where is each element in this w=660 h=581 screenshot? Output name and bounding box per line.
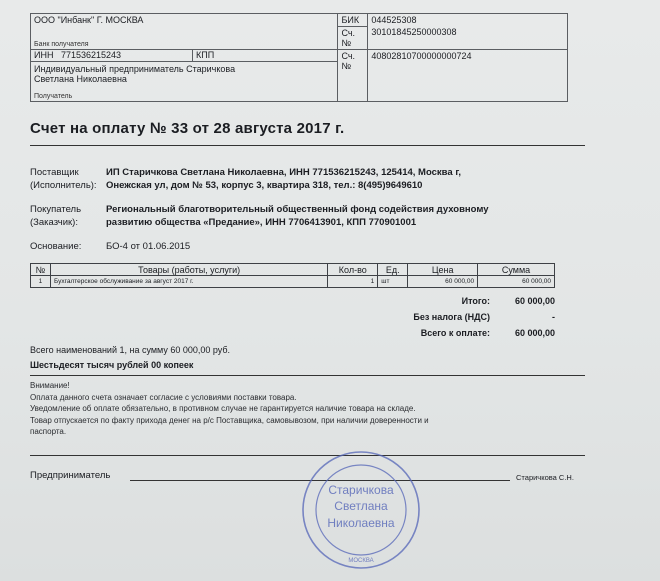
recipient-name-line2: Светлана Николаевна xyxy=(34,74,127,84)
col-header-quantity: Кол-во xyxy=(328,264,378,276)
total-label: Итого: xyxy=(461,296,490,306)
stamp-city: МОСКВА xyxy=(348,558,374,564)
buyer-block xyxy=(30,203,630,231)
notes-line: Оплата данного счета означает согласие с условиями поставки товара. xyxy=(30,392,297,402)
corr-account-value: 30101845250000308 xyxy=(371,27,457,37)
recipient-label: Получатель xyxy=(34,93,73,100)
row-number: 1 xyxy=(31,276,51,288)
supplier-block xyxy=(30,166,630,194)
buyer-label-line1: Покупатель xyxy=(30,204,82,215)
basis-label: Основание: xyxy=(30,241,82,252)
invoice-title: Счет на оплату № 33 от 28 августа 2017 г. xyxy=(30,120,345,137)
supplier-value-line1: ИП Старичкова Светлана Николаевна, ИНН 771536215243, 125414, Москва г, xyxy=(106,167,462,178)
bank-name-cell xyxy=(31,14,338,50)
account-label-cell xyxy=(338,50,368,102)
bank-label: Банк получателя xyxy=(34,41,89,48)
notes-heading: Внимание! xyxy=(30,381,70,390)
buyer-value-line2: развитию общества «Предание», ИНН 7706413901, КПП 770901001 xyxy=(106,217,417,228)
bik-label-cell xyxy=(338,14,368,50)
account-value-cell xyxy=(368,50,568,102)
buyer-label xyxy=(30,203,100,229)
amount-due-label: Всего к оплате: xyxy=(420,328,490,338)
col-header-sum: Сумма xyxy=(478,264,555,276)
signatory-name: Старичкова С.Н. xyxy=(516,473,574,482)
stamp-line3: Николаевна xyxy=(327,516,395,530)
row-quantity: 1 xyxy=(328,276,378,288)
notes-line: Уведомление об оплате обязательно, в противном случае не гарантируется наличие товара на складе. xyxy=(30,404,416,413)
recipient-cell xyxy=(31,50,338,102)
bik-label: БИК xyxy=(338,14,367,27)
recipient-name-line1: Индивидуальный предприниматель Старичкова xyxy=(34,64,236,74)
title-divider xyxy=(30,145,585,146)
bik-value-cell xyxy=(368,14,568,50)
goods-header-row xyxy=(31,264,555,276)
bank-name: ООО "Инбанк" Г. МОСКВА xyxy=(34,15,144,25)
buyer-value xyxy=(106,203,596,229)
table-row xyxy=(31,276,555,288)
stamp-line1: Старичкова xyxy=(328,483,394,497)
company-stamp xyxy=(300,448,422,573)
col-header-number: № xyxy=(31,264,51,276)
account-label: Сч. № xyxy=(341,51,356,71)
total-value: 60 000,00 xyxy=(514,296,555,306)
notes-line: паспорта. xyxy=(30,427,67,436)
notes-block xyxy=(30,380,560,438)
row-price: 60 000,00 xyxy=(408,276,478,288)
signature-label: Предприниматель xyxy=(30,470,111,481)
notes-line: Товар отпускается по факту прихода денег на р/с Поставщика, самовывозом, при наличии доверенности и xyxy=(30,415,429,425)
supplier-label-line1: Поставщик xyxy=(30,167,79,178)
bank-details-table xyxy=(30,13,568,102)
items-summary: Всего наименований 1, на сумму 60 000,00 руб. xyxy=(30,345,231,355)
corr-label: Сч. № xyxy=(341,28,356,48)
col-header-goods: Товары (работы, услуги) xyxy=(50,264,327,276)
buyer-label-line2: (Заказчик): xyxy=(30,217,78,228)
col-header-price: Цена xyxy=(408,264,478,276)
buyer-value-line1: Региональный благотворительный общественный фонд содействия духовному xyxy=(106,204,489,215)
row-unit: шт xyxy=(378,276,408,288)
amount-due-value: 60 000,00 xyxy=(514,328,555,338)
tax-value: - xyxy=(552,312,555,322)
summary-divider xyxy=(30,375,585,376)
basis-value: БО-4 от 01.06.2015 xyxy=(106,241,191,252)
amount-in-words: Шестьдесят тысяч рублей 00 копеек xyxy=(30,360,194,370)
tax-label: Без налога (НДС) xyxy=(413,312,490,322)
inn-field xyxy=(31,50,193,61)
kpp-label: КПП xyxy=(196,50,215,60)
bik-value: 044525308 xyxy=(371,15,417,25)
stamp-line2: Светлана xyxy=(334,499,388,513)
supplier-value xyxy=(106,166,596,192)
inn-label: ИНН xyxy=(34,50,54,60)
goods-table xyxy=(30,263,555,288)
row-sum: 60 000,00 xyxy=(478,276,555,288)
col-header-unit: Ед. xyxy=(378,264,408,276)
inn-value: 771536215243 xyxy=(60,50,122,60)
supplier-value-line2: Онежская ул, дом № 53, корпус 3, квартира 318, тел.: 8(495)9649610 xyxy=(106,180,423,191)
basis-row xyxy=(30,241,191,252)
account-value: 40802810700000000724 xyxy=(371,51,472,61)
supplier-label-line2: (Исполнитель): xyxy=(30,180,97,191)
kpp-field xyxy=(193,50,217,61)
row-description: Бухгалтерское обслуживание за август 2017 г. xyxy=(50,276,327,288)
supplier-label xyxy=(30,166,100,192)
